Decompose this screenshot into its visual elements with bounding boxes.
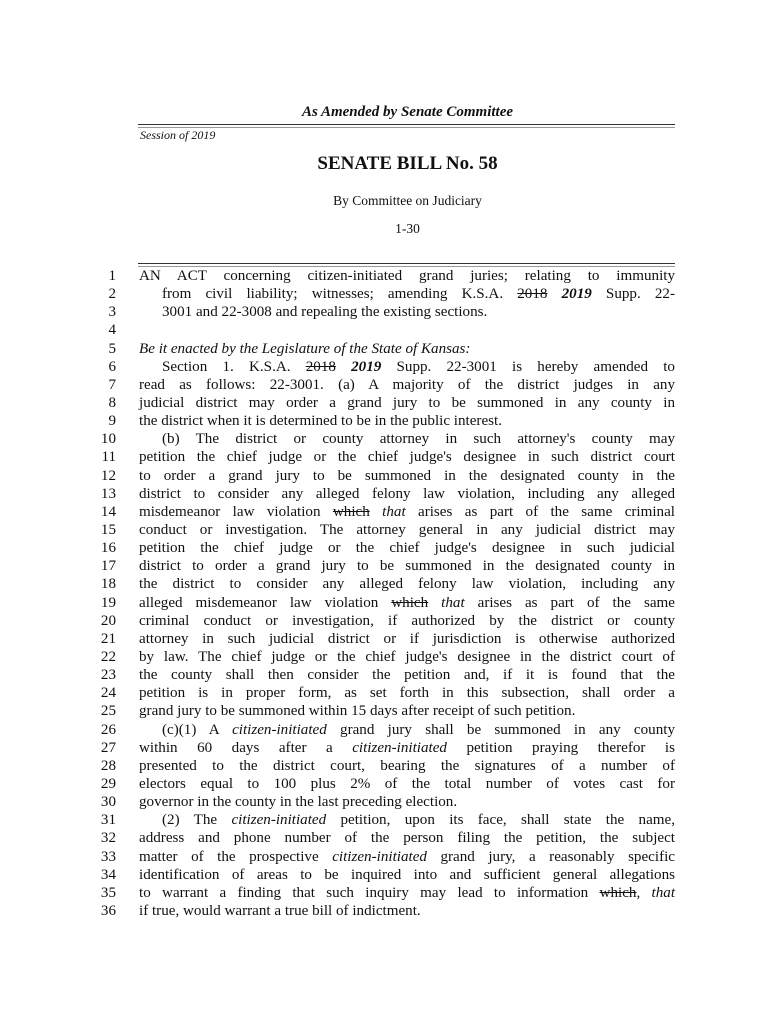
line-number: 20 — [100, 612, 116, 629]
italic-text: Be it enacted by the Legislature of the State of Kansas: — [139, 340, 471, 357]
bill-line — [0, 503, 770, 521]
line-text — [139, 448, 675, 466]
line-number: 26 — [100, 721, 116, 738]
line-number: 28 — [100, 757, 116, 774]
text-segment: petition, upon its face, shall state the name, — [326, 812, 675, 829]
line-number: 3 — [108, 304, 116, 321]
struck-text: 2018 — [517, 286, 548, 303]
bill-line — [0, 594, 770, 612]
line-text — [139, 739, 675, 757]
line-number: 2 — [108, 286, 116, 303]
line-text — [139, 575, 675, 593]
bill-line — [0, 630, 770, 648]
bill-line — [0, 285, 770, 303]
text-segment: petition the chief judge or the chief judge's designee in such judicial — [139, 540, 675, 557]
line-text — [139, 775, 675, 793]
text-segment: district to consider any alleged felony law violation, including any alleged — [139, 485, 675, 502]
text-segment — [547, 286, 561, 302]
line-text — [139, 485, 675, 503]
text-segment: 3001 and 22-3008 and repealing the existing sections. — [162, 304, 488, 321]
line-number: 29 — [100, 775, 116, 792]
text-segment: attorney in such judicial district or if jurisdiction is otherwise authorized — [139, 630, 675, 647]
line-text — [139, 648, 675, 666]
text-segment: grand jury, a reasonably specific — [426, 848, 675, 865]
text-segment: petition praying therefor is — [446, 739, 676, 756]
bill-line — [0, 303, 770, 321]
text-segment: electors equal to 100 plus 2% of the total number of votes cast for — [139, 775, 675, 792]
line-text — [139, 521, 675, 539]
line-number: 5 — [108, 340, 116, 357]
text-segment: (b) The district or county attorney in such attorney's county may — [162, 431, 675, 448]
line-number: 23 — [100, 667, 116, 684]
bill-line — [0, 739, 770, 757]
text-segment: presented to the district court, bearing the signatures of a number of — [139, 757, 675, 774]
text-segment: judicial district may order a grand jury to be summoned in any county in — [139, 394, 675, 411]
line-text — [139, 412, 675, 430]
italic-text: citizen-initiated — [332, 848, 427, 865]
bill-line — [0, 721, 770, 739]
line-number: 31 — [100, 812, 116, 829]
line-text — [139, 503, 675, 521]
line-text — [139, 430, 675, 448]
line-number: 35 — [100, 884, 116, 901]
bill-line — [0, 612, 770, 630]
bill-line — [0, 412, 770, 430]
line-number: 7 — [108, 376, 116, 393]
text-segment: matter of the prospective — [139, 848, 333, 865]
line-number: 10 — [100, 431, 116, 448]
bill-line — [0, 884, 770, 902]
line-text — [139, 340, 675, 358]
italic-text: citizen-initiated — [352, 739, 447, 756]
line-text — [139, 757, 675, 775]
line-text — [139, 630, 675, 648]
line-number: 9 — [108, 413, 116, 430]
line-number: 36 — [100, 902, 116, 919]
line-text — [139, 612, 675, 630]
line-number: 21 — [100, 630, 116, 647]
line-text — [139, 394, 675, 412]
italic-text: that — [382, 503, 406, 520]
line-number: 14 — [100, 503, 116, 520]
text-segment: arises as part of the same — [464, 594, 675, 611]
bill-line — [0, 702, 770, 720]
bill-line — [0, 757, 770, 775]
line-number: 27 — [100, 739, 116, 756]
text-segment — [428, 595, 441, 611]
line-number: 12 — [100, 467, 116, 484]
text-segment — [370, 504, 382, 520]
text-segment: grand jury shall be summoned in any county — [326, 721, 675, 738]
bill-line — [0, 376, 770, 394]
bill-line — [0, 775, 770, 793]
text-segment: Supp. 22- — [591, 286, 675, 303]
text-segment: AN ACT concerning citizen-initiated grand juries; relating to immunity — [139, 268, 675, 284]
line-text — [139, 829, 675, 847]
struck-text: which — [599, 884, 637, 901]
line-text — [139, 557, 675, 575]
bill-line — [0, 557, 770, 575]
line-number: 32 — [100, 830, 116, 847]
line-text — [139, 884, 675, 902]
line-number: 30 — [100, 794, 116, 811]
struck-text: 2018 — [305, 358, 336, 375]
line-number: 13 — [100, 485, 116, 502]
text-segment: address and phone number of the person filing the petition, the subject — [139, 830, 675, 847]
line-text — [139, 848, 675, 866]
bill-line — [0, 521, 770, 539]
text-segment: criminal conduct or investigation, if authorized by the district or county — [139, 612, 675, 629]
text-segment: (2) The — [162, 812, 232, 829]
italic-text: citizen-initiated — [232, 721, 327, 738]
header-rule — [138, 124, 675, 125]
text-segment: from civil liability; witnesses; amending K.S.A. — [162, 286, 518, 303]
text-segment: (c)(1) A — [162, 721, 233, 738]
text-segment: alleged misdemeanor law violation — [139, 594, 392, 611]
text-segment: Section 1. K.S.A. — [162, 358, 306, 375]
bill-line — [0, 575, 770, 593]
text-segment: arises as part of the same criminal — [405, 503, 675, 520]
line-number: 25 — [100, 703, 116, 720]
struck-text: which — [332, 503, 370, 520]
text-segment: if true, would warrant a true bill of indictment. — [139, 902, 421, 919]
line-text — [139, 811, 675, 829]
text-segment: misdemeanor law violation — [139, 503, 333, 520]
line-number: 24 — [100, 685, 116, 702]
line-number: 8 — [108, 394, 116, 411]
italic-text: citizen-initiated — [231, 812, 327, 829]
bill-line — [0, 848, 770, 866]
line-number: 15 — [100, 521, 116, 538]
bill-body — [0, 267, 770, 920]
line-text — [139, 376, 675, 394]
line-text — [139, 793, 675, 811]
text-segment: read as follows: 22-3001. (a) A majority of the district judges in any — [139, 376, 675, 393]
inserted-year: 2019 — [351, 358, 382, 375]
amended-banner: As Amended by Senate Committee — [301, 104, 514, 120]
italic-text: that — [441, 594, 465, 611]
line-text — [162, 303, 675, 321]
bill-line — [0, 666, 770, 684]
line-text — [139, 594, 675, 612]
line-number: 1 — [108, 268, 116, 284]
line-text — [139, 684, 675, 702]
session-label: Session of 2019 — [140, 128, 216, 142]
text-segment: petition is in proper form, as set forth in this subsection, shall order a — [139, 685, 675, 702]
bill-line — [0, 358, 770, 376]
bill-line — [0, 394, 770, 412]
bill-line — [0, 829, 770, 847]
line-number: 6 — [108, 358, 116, 375]
text-segment: to warrant a finding that such inquiry may lead to information — [139, 884, 600, 901]
line-number: 11 — [101, 449, 116, 466]
line-text — [139, 902, 675, 920]
text-segment: , — [636, 884, 652, 901]
committee-line: By Committee on Judiciary — [333, 193, 482, 208]
line-text — [139, 721, 675, 739]
text-segment: governor in the county in the last preceding election. — [139, 794, 458, 811]
line-number: 22 — [100, 648, 116, 665]
bill-line — [0, 267, 770, 285]
bill-line — [0, 321, 770, 339]
line-text — [139, 866, 675, 884]
inserted-year: 2019 — [561, 286, 592, 303]
bill-line — [0, 448, 770, 466]
bill-line — [0, 648, 770, 666]
text-segment — [336, 359, 351, 375]
bill-line — [0, 340, 770, 358]
text-segment: identification of areas to be inquired into and sufficient general allegations — [139, 866, 675, 883]
bill-line — [0, 539, 770, 557]
bill-line — [0, 430, 770, 448]
line-number: 4 — [108, 322, 116, 339]
bill-line — [0, 485, 770, 503]
text-segment: by law. The chief judge or the chief judge's designee in the district court of — [139, 648, 675, 665]
line-text — [139, 666, 675, 684]
line-number: 33 — [100, 848, 116, 865]
text-segment: grand jury to be summoned within 15 days after receipt of such petition. — [139, 703, 576, 720]
text-segment: petition the chief judge or the chief judge's designee in such district court — [139, 449, 675, 466]
line-number: 16 — [100, 540, 116, 557]
line-text — [139, 539, 675, 557]
line-number: 17 — [100, 558, 116, 575]
line-text — [162, 285, 675, 303]
italic-text: that — [651, 884, 676, 901]
bill-line — [0, 467, 770, 485]
bill-line — [0, 866, 770, 884]
line-text — [139, 467, 675, 485]
line-text — [139, 358, 675, 376]
bill-title: SENATE BILL No. 58 — [317, 153, 498, 174]
text-segment: the district when it is determined to be in the public interest. — [139, 413, 503, 430]
text-segment: the district to consider any alleged felony law violation, including any — [139, 576, 675, 593]
body-rule — [138, 263, 675, 264]
text-segment: the county shall then consider the petition and, if it is found that the — [139, 667, 675, 684]
line-text — [139, 702, 675, 720]
bill-line — [0, 811, 770, 829]
text-segment: conduct or investigation. The attorney general in any judicial district may — [139, 521, 675, 538]
header-rule-secondary — [138, 127, 675, 128]
bill-line — [0, 684, 770, 702]
line-text — [139, 267, 675, 285]
bill-date: 1-30 — [395, 221, 420, 236]
text-segment: district to order a grand jury to be summoned in the designated county in — [139, 558, 675, 575]
line-number: 18 — [100, 576, 116, 593]
line-number: 19 — [100, 594, 116, 611]
text-segment: to order a grand jury to be summoned in the designated county in the — [139, 467, 675, 484]
text-segment: Supp. 22-3001 is hereby amended to — [381, 358, 675, 375]
text-segment: within 60 days after a — [139, 739, 353, 756]
struck-text: which — [391, 594, 429, 611]
bill-line — [0, 902, 770, 920]
bill-line — [0, 793, 770, 811]
line-number: 34 — [100, 866, 116, 883]
